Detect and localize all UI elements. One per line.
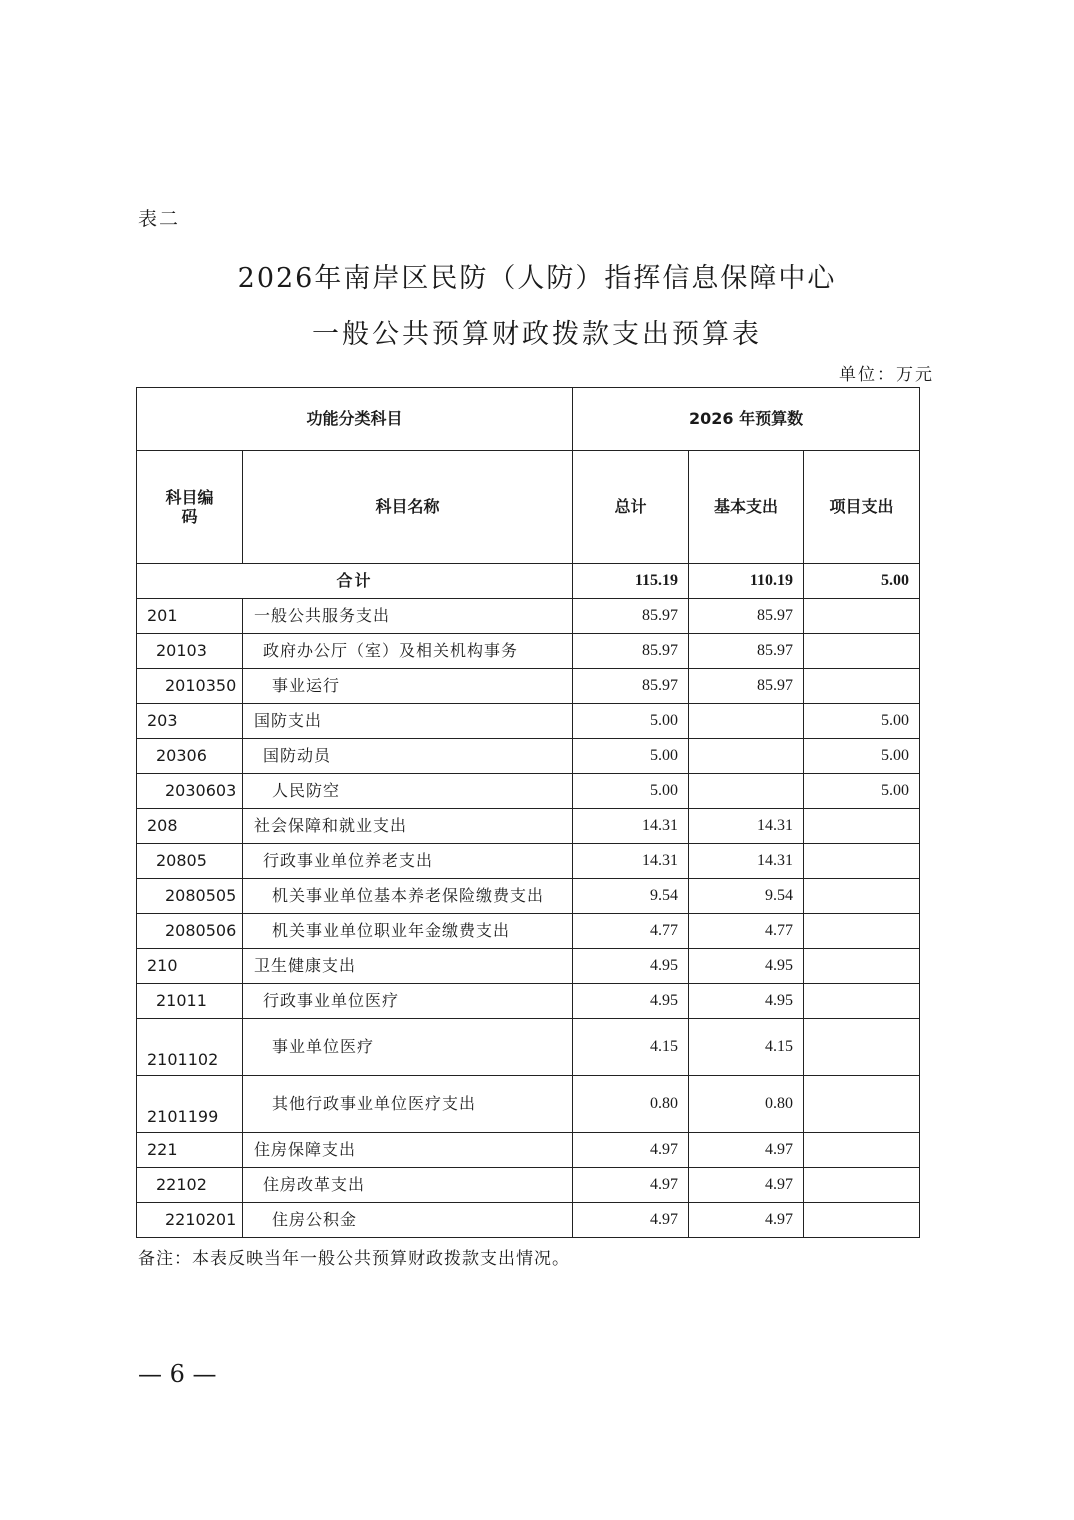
row-code: 2010350 [137,669,243,704]
row-name: 一般公共服务支出 [243,599,573,634]
table-row [137,809,920,844]
total-basic: 110.19 [689,564,804,599]
row-total: 5.00 [573,739,689,774]
row-code: 20805 [137,844,243,879]
row-code: 2101199 [137,1076,243,1133]
code-header [137,451,243,564]
row-code: 203 [137,704,243,739]
row-total: 4.95 [573,984,689,1019]
row-project [804,1203,920,1238]
title-line-1: 2026年南岸区民防（人防）指挥信息保障中心 [237,263,837,294]
header-row-1 [137,388,920,451]
row-name: 机关事业单位职业年金缴费支出 [243,914,573,949]
code-header-line-2: 码 [181,507,198,526]
row-code: 210 [137,949,243,984]
row-code: 20103 [137,634,243,669]
total-row [137,564,920,599]
table-label: 表二 [138,208,181,230]
row-basic: 9.54 [689,879,804,914]
row-basic: 85.97 [689,634,804,669]
code-header-line-1: 科目编 [165,487,214,507]
basic-header: 基本支出 [689,451,804,564]
table-row [137,1133,920,1168]
total-header: 总计 [573,451,689,564]
table-row [137,1203,920,1238]
project-header: 项目支出 [804,451,920,564]
row-total: 5.00 [573,774,689,809]
row-project [804,949,920,984]
row-project: 5.00 [804,704,920,739]
row-project [804,879,920,914]
row-total: 5.00 [573,704,689,739]
row-total: 85.97 [573,634,689,669]
row-total: 4.97 [573,1133,689,1168]
row-project: 5.00 [804,739,920,774]
row-basic: 4.95 [689,949,804,984]
row-project [804,1019,920,1076]
row-total: 4.77 [573,914,689,949]
row-name: 卫生健康支出 [243,949,573,984]
row-total: 4.15 [573,1019,689,1076]
row-name: 机关事业单位基本养老保险缴费支出 [243,879,573,914]
name-header: 科目名称 [243,451,573,564]
row-code: 208 [137,809,243,844]
row-project [804,1076,920,1133]
row-basic: 14.31 [689,844,804,879]
table-row [137,1076,920,1133]
table-row [137,844,920,879]
row-basic: 14.31 [689,809,804,844]
row-basic: 4.15 [689,1019,804,1076]
row-total: 85.97 [573,599,689,634]
table-row [137,879,920,914]
total-label: 合计 [137,564,573,599]
row-name: 社会保障和就业支出 [243,809,573,844]
row-project [804,1168,920,1203]
row-code: 221 [137,1133,243,1168]
row-project [804,984,920,1019]
footnote: 备注：本表反映当年一般公共预算财政拨款支出情况。 [138,1249,570,1269]
row-basic: 0.80 [689,1076,804,1133]
row-basic: 4.95 [689,984,804,1019]
table-row [137,704,920,739]
row-project [804,809,920,844]
row-basic: 85.97 [689,599,804,634]
row-total: 4.97 [573,1168,689,1203]
row-basic: 4.97 [689,1133,804,1168]
row-code: 2080505 [137,879,243,914]
header-row-2 [137,451,920,564]
table-row [137,1019,920,1076]
row-code: 2080506 [137,914,243,949]
row-name: 事业单位医疗 [243,1019,573,1076]
row-code: 201 [137,599,243,634]
row-name: 国防动员 [243,739,573,774]
row-name: 住房保障支出 [243,1133,573,1168]
row-name: 其他行政事业单位医疗支出 [243,1076,573,1133]
row-total: 0.80 [573,1076,689,1133]
table-row [137,1168,920,1203]
table-row [137,949,920,984]
row-total: 4.97 [573,1203,689,1238]
row-project [804,634,920,669]
row-basic: 85.97 [689,669,804,704]
row-total: 14.31 [573,844,689,879]
row-basic: 4.97 [689,1168,804,1203]
row-project [804,669,920,704]
total-project: 5.00 [804,564,920,599]
func-class-header: 功能分类科目 [137,388,573,451]
row-code: 2210201 [137,1203,243,1238]
row-code: 20306 [137,739,243,774]
row-name: 事业运行 [243,669,573,704]
table-row [137,774,920,809]
table-row [137,599,920,634]
row-basic [689,774,804,809]
row-name: 住房改革支出 [243,1168,573,1203]
row-name: 政府办公厅（室）及相关机构事务 [243,634,573,669]
table-row [137,984,920,1019]
row-project [804,844,920,879]
row-project: 5.00 [804,774,920,809]
row-total: 4.95 [573,949,689,984]
table-row [137,634,920,669]
budget-table [136,387,920,1238]
row-code: 2101102 [137,1019,243,1076]
row-name: 人民防空 [243,774,573,809]
table-row [137,739,920,774]
row-name: 行政事业单位医疗 [243,984,573,1019]
row-project [804,914,920,949]
row-basic [689,704,804,739]
row-total: 14.31 [573,809,689,844]
unit-label: 单位：万元 [839,365,934,385]
row-project [804,1133,920,1168]
row-code: 22102 [137,1168,243,1203]
row-code: 21011 [137,984,243,1019]
table-row [137,914,920,949]
page-number: — 6 — [138,1360,217,1388]
row-code: 2030603 [137,774,243,809]
total-sum: 115.19 [573,564,689,599]
row-name: 住房公积金 [243,1203,573,1238]
row-basic: 4.77 [689,914,804,949]
row-total: 9.54 [573,879,689,914]
row-project [804,599,920,634]
row-basic [689,739,804,774]
row-name: 国防支出 [243,704,573,739]
title-line-2: 一般公共预算财政拨款支出预算表 [312,319,762,350]
row-total: 85.97 [573,669,689,704]
row-name: 行政事业单位养老支出 [243,844,573,879]
budget-header: 2026 年预算数 [573,388,920,451]
row-basic: 4.97 [689,1203,804,1238]
table-row [137,669,920,704]
